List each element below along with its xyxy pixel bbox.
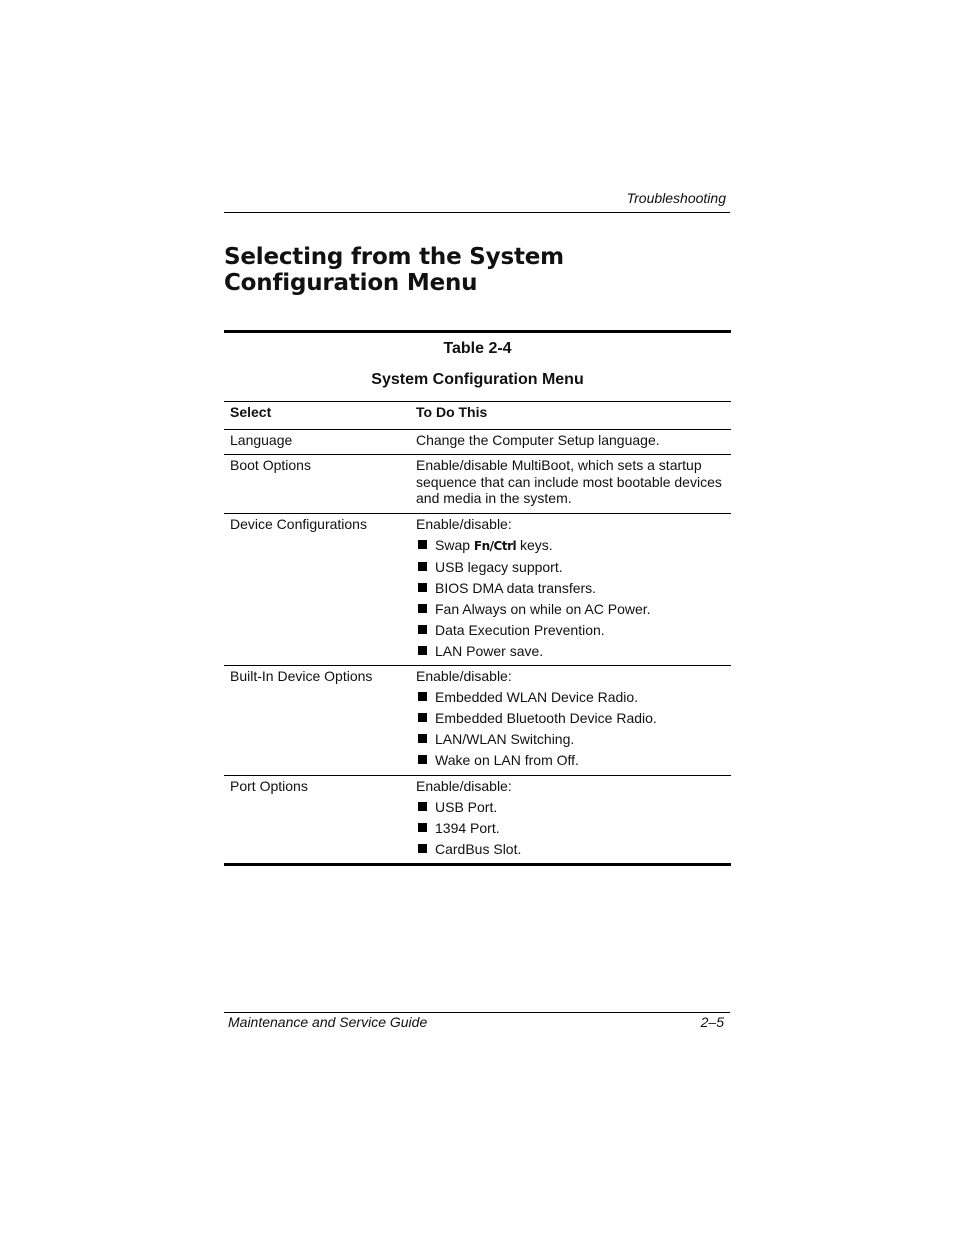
square-bullet-icon	[418, 713, 427, 722]
row-description: Enable/disable MultiBoot, which sets a startup sequence that can include most bootable devices and media in the system.	[410, 455, 731, 514]
row-description	[410, 775, 731, 865]
bullet-text: USB legacy support.	[435, 558, 563, 575]
bullet-item	[416, 601, 725, 618]
row-lead: Enable/disable:	[416, 515, 512, 532]
row-description	[410, 513, 731, 666]
page-number: 2–5	[700, 1014, 724, 1030]
bullet-text: CardBus Slot.	[435, 840, 522, 857]
square-bullet-icon	[418, 755, 427, 764]
bullet-list	[416, 537, 725, 660]
bullet-text: LAN Power save.	[435, 642, 544, 659]
table-number: Table 2-4	[443, 340, 512, 357]
bullet-text: Fan Always on while on AC Power.	[435, 600, 651, 617]
table-row	[224, 429, 731, 455]
bullet-text: BIOS DMA data transfers.	[435, 579, 597, 596]
bullet-item	[416, 643, 725, 660]
square-bullet-icon	[418, 540, 427, 549]
footer-guide-title: Maintenance and Service Guide	[228, 1014, 428, 1030]
header-rule	[224, 212, 730, 213]
table-caption: System Configuration Menu	[371, 371, 584, 388]
row-lead: Enable/disable:	[416, 777, 512, 794]
bullet-item	[416, 710, 725, 727]
column-header-select: Select	[224, 402, 410, 430]
running-header: Troubleshooting	[626, 190, 726, 206]
table-row	[224, 775, 731, 865]
bullet-text	[435, 537, 553, 555]
table-row	[224, 666, 731, 776]
bullet-text: Data Execution Prevention.	[435, 621, 605, 638]
square-bullet-icon	[418, 646, 427, 655]
bullet-item	[416, 622, 725, 639]
bullet-item	[416, 799, 725, 816]
row-description: Change the Computer Setup language.	[410, 429, 731, 455]
row-select: Device Configurations	[224, 513, 410, 666]
table-header-row	[224, 402, 731, 430]
row-select: Built-In Device Options	[224, 666, 410, 776]
bullet-item	[416, 580, 725, 597]
bullet-item	[416, 820, 725, 837]
square-bullet-icon	[418, 583, 427, 592]
square-bullet-icon	[418, 604, 427, 613]
row-description	[410, 666, 731, 776]
bullet-list	[416, 799, 725, 858]
square-bullet-icon	[418, 562, 427, 571]
bullet-text: Embedded Bluetooth Device Radio.	[435, 710, 657, 726]
row-select: Boot Options	[224, 455, 410, 514]
square-bullet-icon	[418, 823, 427, 832]
page-title: Selecting from the System Configuration Menu	[224, 244, 564, 296]
bullet-text: USB Port.	[435, 798, 498, 815]
square-bullet-icon	[418, 625, 427, 634]
bullet-text: LAN/WLAN Switching.	[435, 731, 575, 747]
table-row	[224, 513, 731, 666]
bullet-list	[416, 689, 725, 769]
bullet-item	[416, 841, 725, 858]
bullet-item	[416, 731, 725, 748]
bullet-item	[416, 752, 725, 769]
row-lead: Enable/disable:	[416, 668, 512, 684]
table-top-rule	[224, 330, 731, 333]
square-bullet-icon	[418, 844, 427, 853]
table-row	[224, 455, 731, 514]
row-select: Port Options	[224, 775, 410, 865]
bullet-text: 1394 Port.	[435, 819, 500, 836]
square-bullet-icon	[418, 734, 427, 743]
swap-prefix: Swap	[435, 536, 474, 553]
bullet-item	[416, 559, 725, 576]
bullet-item	[416, 537, 725, 555]
bullet-text: Wake on LAN from Off.	[435, 752, 579, 768]
row-select: Language	[224, 429, 410, 455]
bullet-text: Embedded WLAN Device Radio.	[435, 689, 639, 705]
swap-suffix: keys.	[516, 536, 553, 553]
column-header-to-do-this: To Do This	[410, 402, 731, 430]
footer-rule	[224, 1012, 730, 1013]
system-configuration-table	[224, 401, 731, 866]
bullet-item	[416, 689, 725, 706]
square-bullet-icon	[418, 692, 427, 701]
keyboard-keys: Fn/Ctrl	[473, 538, 517, 553]
square-bullet-icon	[418, 802, 427, 811]
